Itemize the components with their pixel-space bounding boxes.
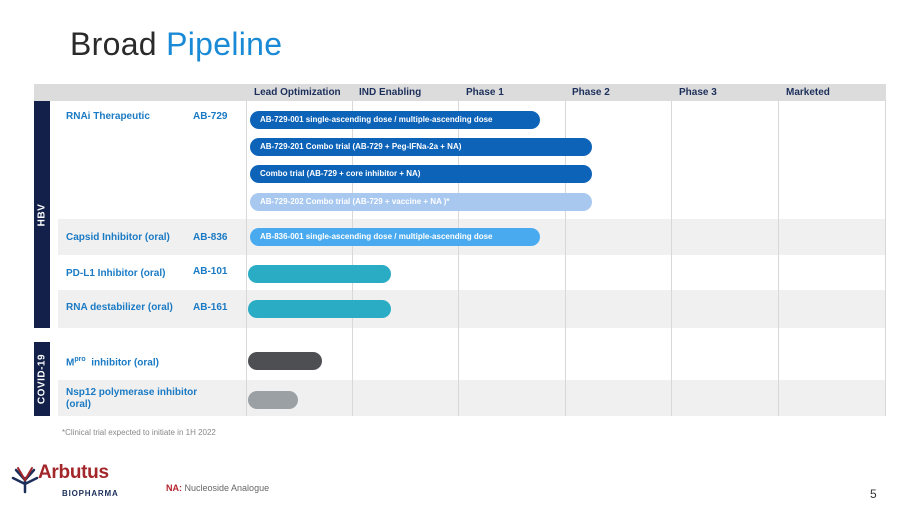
program-code-ab836: AB-836 bbox=[193, 232, 228, 243]
column-divider bbox=[778, 101, 779, 416]
phase-marketed: Marketed bbox=[786, 87, 830, 98]
phase-lead-optimization: Lead Optimization bbox=[254, 87, 341, 98]
program-code-ab729: AB-729 bbox=[193, 111, 228, 122]
title-accent: Pipeline bbox=[166, 26, 283, 62]
trial-bar bbox=[248, 300, 391, 318]
program-name-rna-destabilizer: RNA destabilizer (oral) bbox=[66, 302, 173, 313]
column-divider bbox=[671, 101, 672, 416]
legend-na: NA: Nucleoside Analogue bbox=[166, 483, 270, 493]
program-code-ab101: AB-101 bbox=[193, 266, 228, 277]
trial-bar: AB-729-201 Combo trial (AB-729 + Peg-IFNa-2a + NA) bbox=[250, 138, 592, 156]
trial-bar bbox=[248, 391, 298, 409]
program-name-capsid: Capsid Inhibitor (oral) bbox=[66, 232, 170, 243]
page-title bbox=[70, 26, 282, 63]
title-main: Broad bbox=[70, 26, 157, 62]
phase-1: Phase 1 bbox=[466, 87, 504, 98]
row-band-rna-destabilizer bbox=[58, 290, 886, 328]
trial-bar bbox=[248, 352, 322, 370]
program-name-rnai: RNAi Therapeutic bbox=[66, 111, 150, 122]
program-name-nsp12: Nsp12 polymerase inhibitor (oral) bbox=[66, 387, 198, 410]
trial-bar: AB-729-001 single-ascending dose / multiple-ascending dose bbox=[250, 111, 540, 129]
program-code-ab161: AB-161 bbox=[193, 302, 228, 313]
logo-name: Arbutus bbox=[38, 462, 109, 483]
phase-3: Phase 3 bbox=[679, 87, 717, 98]
tree-icon bbox=[10, 464, 40, 494]
group-label-hbv: HBV bbox=[34, 101, 50, 328]
footnote: *Clinical trial expected to initiate in 1H 2022 bbox=[62, 428, 216, 437]
column-divider bbox=[246, 101, 247, 416]
phase-ind-enabling: IND Enabling bbox=[359, 87, 422, 98]
trial-bar bbox=[248, 265, 391, 283]
trial-bar: AB-836-001 single-ascending dose / multiple-ascending dose bbox=[250, 228, 540, 246]
logo-sub: BIOPHARMA bbox=[62, 489, 119, 498]
group-label-covid: COVID-19 bbox=[34, 342, 50, 416]
arbutus-logo bbox=[10, 462, 130, 502]
column-divider bbox=[885, 101, 886, 416]
phase-header-bar bbox=[34, 84, 886, 101]
program-name-pdl1: PD-L1 Inhibitor (oral) bbox=[66, 268, 166, 279]
phase-2: Phase 2 bbox=[572, 87, 610, 98]
trial-bar: AB-729-202 Combo trial (AB-729 + vaccine + NA )* bbox=[250, 193, 592, 211]
program-name-mpro: $M^{pro}$ inhibitor (oral) bbox=[66, 356, 159, 369]
trial-bar: Combo trial (AB-729 + core inhibitor + NA) bbox=[250, 165, 592, 183]
page-number: 5 bbox=[870, 487, 877, 501]
